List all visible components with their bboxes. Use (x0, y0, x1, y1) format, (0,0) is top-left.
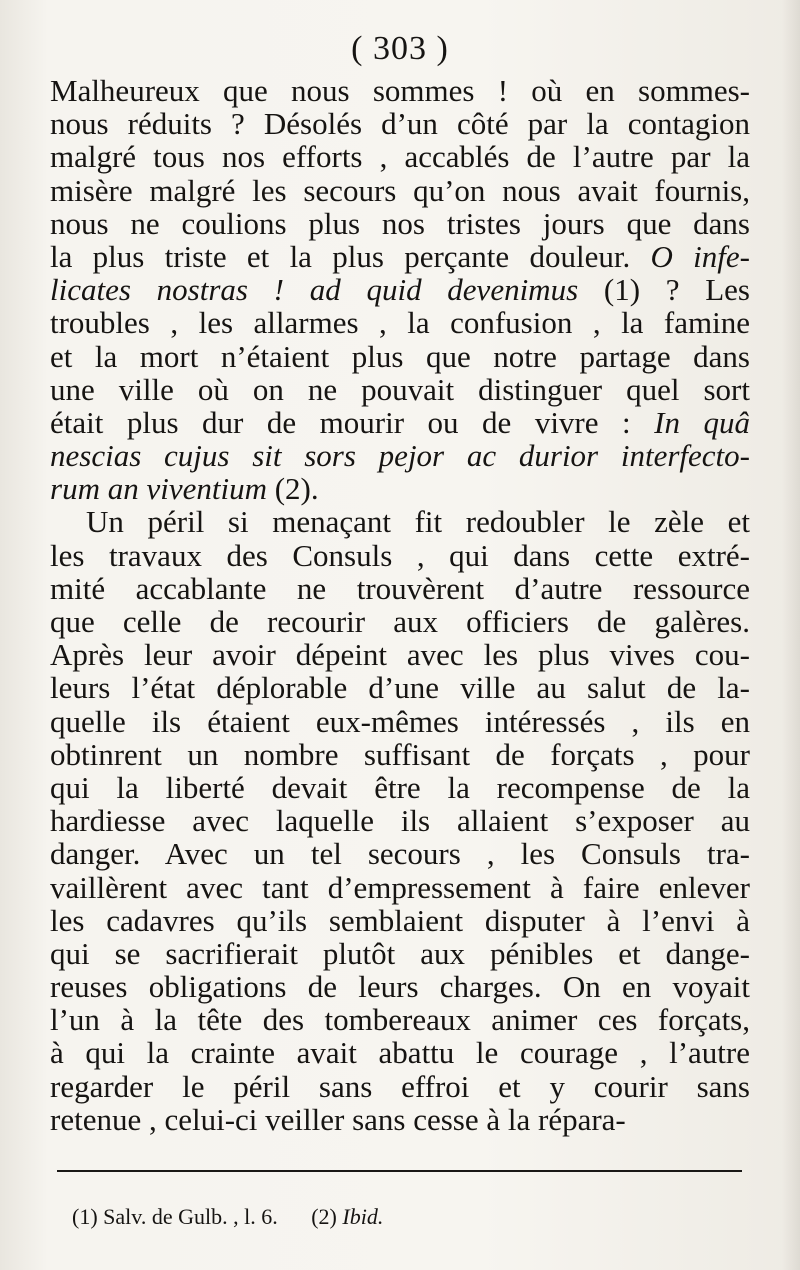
text-run: et la mort n’étaient plus que notre partage dans (50, 338, 750, 374)
text-run: nous ne coulions plus nos tristes jours que dans (50, 205, 750, 241)
latin-quote-text: rum an viventium (50, 471, 267, 507)
text-run: reuses obligations de leurs charges. On en voyait (50, 969, 750, 1005)
text-run: les cadavres qu’ils semblaient disputer à l’envi à (50, 902, 750, 938)
text-run: une ville où on ne pouvait distinguer quel sort (50, 371, 750, 407)
text-run: retenue , celui-ci veiller sans cesse à la répara- (50, 1101, 626, 1137)
footnote-2 (311, 1204, 383, 1229)
latin-quote-text: O infe- (650, 238, 750, 274)
text-run: à qui la crainte avait abattu le courage , l’autre (50, 1035, 750, 1071)
text-run: mité accablante ne trouvèrent d’autre ressource (50, 570, 750, 606)
text-run: nous réduits ? Désolés d’un côté par la contagion (50, 106, 750, 142)
footnote-2-mark: (2) (311, 1204, 337, 1229)
text-run: Malheureux que nous sommes ! où en sommes- (50, 73, 750, 108)
page-edge-shadow (782, 0, 800, 1270)
text-run: Après leur avoir dépeint avec les plus vives cou- (50, 637, 750, 673)
paragraph (50, 505, 750, 1136)
footnote-separator-rule (57, 1170, 742, 1172)
text-run: troubles , les allarmes , la confusion , la famine (50, 305, 750, 341)
text-line (50, 240, 750, 273)
text-line (50, 373, 750, 406)
text-line (50, 605, 750, 638)
text-line (50, 174, 750, 207)
body-text (50, 74, 750, 1136)
text-line (50, 1003, 750, 1036)
text-line (50, 207, 750, 240)
text-run: quelle ils étaient eux-mêmes intéressés , ils en (50, 703, 750, 739)
text-line (50, 837, 750, 870)
text-run: Un péril si menaçant fit redoubler le zèle et (86, 504, 750, 540)
text-run: leurs l’état déplorable d’une ville au salut de la- (50, 670, 750, 706)
text-line (50, 273, 750, 306)
text-line (50, 107, 750, 140)
text-line (50, 572, 750, 605)
text-run: qui se sacrifierait plutôt aux pénibles et dange- (50, 935, 750, 971)
text-run: les travaux des Consuls , qui dans cette extré- (50, 537, 750, 573)
latin-quote-text: In quâ (654, 404, 750, 440)
text-line (50, 74, 750, 107)
text-run: obtinrent un nombre suffisant de forçats , pour (50, 736, 750, 772)
text-line (50, 1103, 750, 1136)
text-run: malgré tous nos efforts , accablés de l’autre par la (50, 139, 750, 175)
text-line (50, 871, 750, 904)
text-line (50, 804, 750, 837)
text-run: la plus triste et la plus perçante douleur. (50, 238, 651, 274)
text-run: regarder le péril sans effroi et y courir sans (50, 1068, 750, 1104)
footnote-2-text: Ibid. (342, 1204, 384, 1229)
text-line (50, 671, 750, 704)
text-line (50, 306, 750, 339)
text-run: vaillèrent avec tant d’empressement à faire enlever (50, 869, 750, 905)
text-line (50, 1070, 750, 1103)
text-line (50, 705, 750, 738)
text-line (50, 472, 750, 505)
text-run: qui la liberté devait être la recompense de la (50, 769, 750, 805)
text-line (50, 505, 750, 538)
text-line (50, 340, 750, 373)
footnotes (72, 1204, 383, 1230)
text-line (50, 406, 750, 439)
text-run: hardiesse avec laquelle ils allaient s’exposer au (50, 803, 750, 839)
text-line (50, 970, 750, 1003)
text-run: (1) ? Les (578, 272, 750, 308)
latin-quote-text: nescias cujus sit sors pejor ac durior interfecto- (50, 438, 750, 474)
text-line (50, 140, 750, 173)
footnote-1: (1) Salv. de Gulb. , l. 6. (72, 1204, 278, 1229)
text-line (50, 771, 750, 804)
text-line (50, 738, 750, 771)
text-run: danger. Avec un tel secours , les Consuls tra- (50, 836, 750, 872)
text-run: misère malgré les secours qu’on nous avait fournis, (50, 172, 750, 208)
text-line (50, 1036, 750, 1069)
text-line (50, 439, 750, 472)
text-line (50, 539, 750, 572)
page-number: ( 303 ) (351, 30, 449, 67)
text-run: l’un à la tête des tombereaux animer ces forçats, (50, 1002, 750, 1038)
text-run: était plus dur de mourir ou de vivre : (50, 404, 655, 440)
text-line (50, 904, 750, 937)
paragraph (50, 74, 750, 505)
text-run: (2). (266, 471, 319, 507)
latin-quote-text: licates nostras ! ad quid devenimus (50, 272, 579, 308)
text-run: que celle de recourir aux officiers de galères. (50, 604, 750, 639)
text-line (50, 638, 750, 671)
text-line (50, 937, 750, 970)
